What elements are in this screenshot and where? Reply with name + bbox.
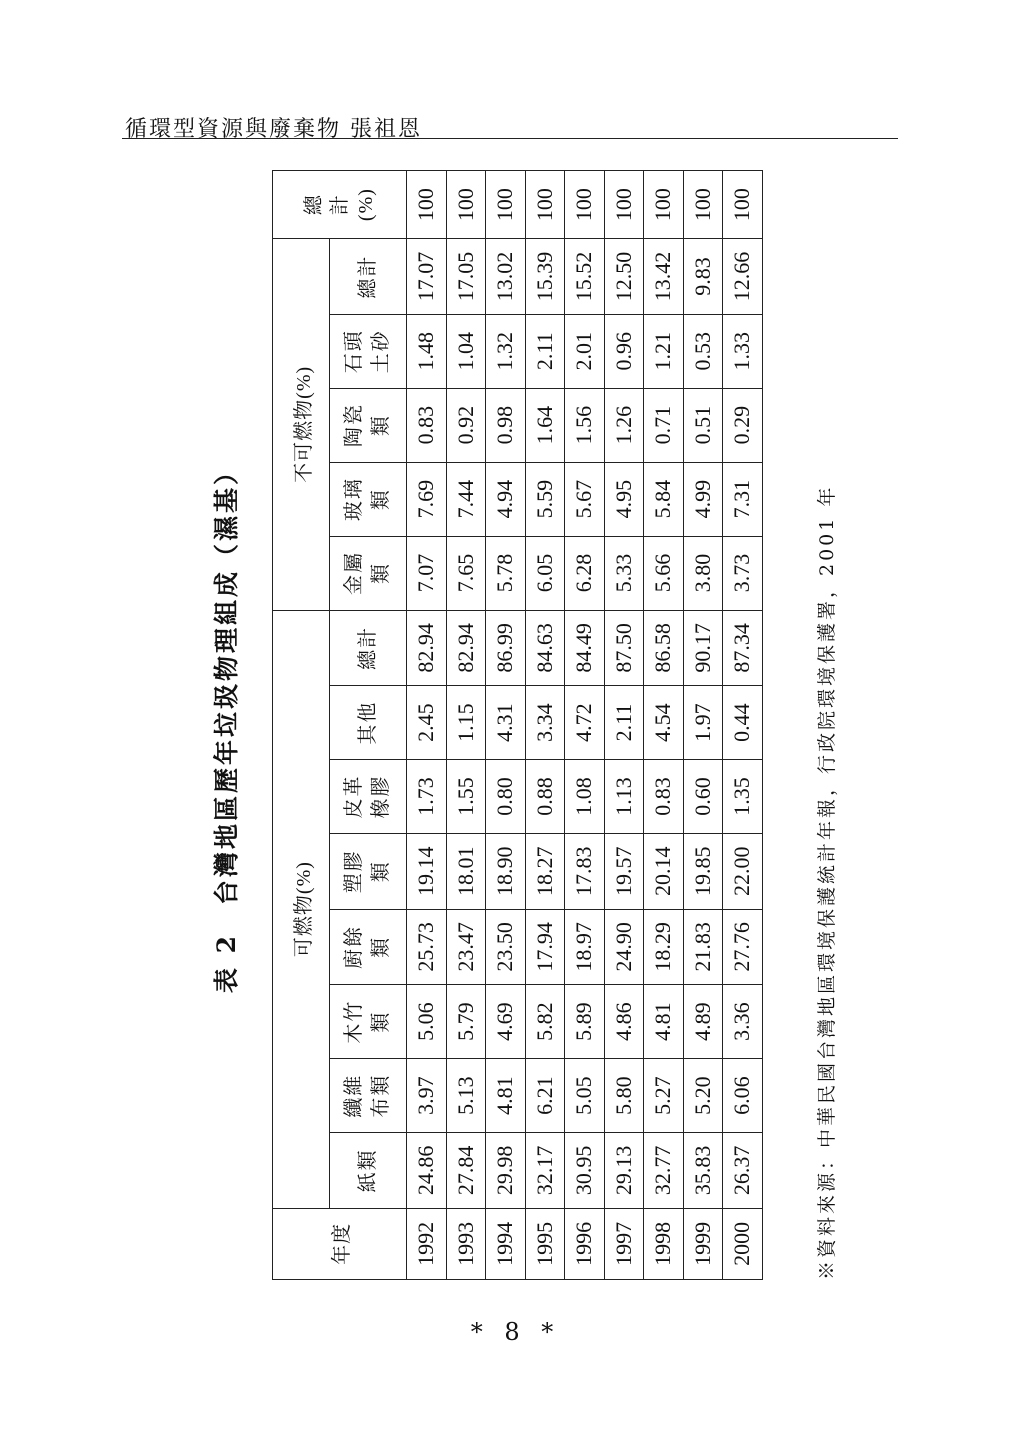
value-cell: 5.33 [604, 536, 644, 610]
combustible-column-header-line1: 塑膠 [343, 849, 365, 894]
value-cell: 3.36 [723, 985, 763, 1059]
value-cell: 20.14 [644, 833, 684, 909]
value-cell: 12.66 [723, 239, 763, 315]
value-cell: 100 [446, 171, 486, 239]
value-cell: 1.21 [644, 314, 684, 388]
value-cell: 7.65 [446, 536, 486, 610]
combustible-column-header-line1: 總計 [356, 625, 379, 670]
value-cell: 87.50 [604, 610, 644, 686]
value-cell: 5.84 [644, 462, 684, 536]
value-cell: 5.59 [525, 462, 565, 536]
table-row [683, 171, 723, 1280]
year-cell: 1993 [446, 1208, 486, 1279]
value-cell: 2.01 [565, 314, 605, 388]
year-cell: 1994 [486, 1208, 526, 1279]
value-cell: 5.82 [525, 985, 565, 1059]
combustible-column-header-line1: 廚餘 [343, 924, 365, 969]
noncombustible-column-header-line1: 玻璃 [343, 477, 365, 522]
value-cell: 6.28 [565, 536, 605, 610]
value-cell: 0.92 [446, 388, 486, 462]
value-cell: 1.26 [604, 388, 644, 462]
value-cell: 0.88 [525, 760, 565, 834]
value-cell: 6.06 [723, 1059, 763, 1133]
value-cell: 5.79 [446, 985, 486, 1059]
value-cell: 27.84 [446, 1133, 486, 1209]
value-cell: 7.44 [446, 462, 486, 536]
value-cell: 9.83 [683, 239, 723, 315]
combustible-column-header [330, 1059, 407, 1133]
value-cell: 2.45 [407, 686, 447, 760]
noncombustible-column-header [330, 462, 407, 536]
value-cell: 13.42 [644, 239, 684, 315]
noncombustible-column-header-line2: 類 [370, 562, 392, 585]
value-cell: 5.89 [565, 985, 605, 1059]
value-cell: 4.54 [644, 686, 684, 760]
value-cell: 15.39 [525, 239, 565, 315]
value-cell: 100 [723, 171, 763, 239]
value-cell: 100 [644, 171, 684, 239]
table-body [407, 171, 763, 1280]
column-header-row [330, 171, 407, 1280]
value-cell: 32.77 [644, 1133, 684, 1209]
table-row [604, 171, 644, 1280]
value-cell: 1.15 [446, 686, 486, 760]
noncombustible-column-header-line2: 土砂 [370, 329, 392, 374]
table-row [525, 171, 565, 1280]
combustible-column-header [330, 760, 407, 834]
value-cell: 4.69 [486, 985, 526, 1059]
value-cell: 1.13 [604, 760, 644, 834]
value-cell: 86.58 [644, 610, 684, 686]
combustible-column-header-line1: 纖維 [343, 1073, 365, 1118]
value-cell: 1.08 [565, 760, 605, 834]
value-cell: 100 [486, 171, 526, 239]
year-cell: 1997 [604, 1208, 644, 1279]
value-cell: 24.86 [407, 1133, 447, 1209]
source-note: ※資料來源：中華民國台灣地區環境保護統計年報，行政院環境保護署，2001 年 [816, 484, 838, 1280]
combustible-column-header-line2: 橡膠 [370, 774, 392, 819]
value-cell: 100 [565, 171, 605, 239]
value-cell: 17.05 [446, 239, 486, 315]
value-cell: 0.83 [644, 760, 684, 834]
value-cell: 26.37 [723, 1133, 763, 1209]
value-cell: 4.81 [644, 985, 684, 1059]
value-cell: 100 [683, 171, 723, 239]
combustible-column-header [330, 833, 407, 909]
grand-total-header-line2: 計 [328, 194, 351, 216]
value-cell: 35.83 [683, 1133, 723, 1209]
value-cell: 0.83 [407, 388, 447, 462]
combustible-column-header-line1: 其他 [356, 700, 379, 745]
value-cell: 19.85 [683, 833, 723, 909]
value-cell: 4.95 [604, 462, 644, 536]
value-cell: 27.76 [723, 909, 763, 985]
combustible-column-header [330, 1133, 407, 1209]
value-cell: 1.55 [446, 760, 486, 834]
value-cell: 18.97 [565, 909, 605, 985]
value-cell: 100 [525, 171, 565, 239]
value-cell: 3.34 [525, 686, 565, 760]
value-cell: 4.89 [683, 985, 723, 1059]
value-cell: 19.57 [604, 833, 644, 909]
table-row [723, 171, 763, 1280]
page-number: * 8 * [470, 1318, 554, 1346]
value-cell: 22.00 [723, 833, 763, 909]
combustible-column-header [330, 909, 407, 985]
value-cell: 4.94 [486, 462, 526, 536]
value-cell: 1.35 [723, 760, 763, 834]
noncombustible-header: 不可燃物(%) [273, 239, 330, 610]
combustible-column-header-line1: 皮革 [343, 774, 365, 819]
value-cell: 4.31 [486, 686, 526, 760]
value-cell: 0.98 [486, 388, 526, 462]
combustible-column-header [330, 610, 407, 686]
table-row [644, 171, 684, 1280]
value-cell: 0.53 [683, 314, 723, 388]
value-cell: 100 [407, 171, 447, 239]
value-cell: 15.52 [565, 239, 605, 315]
combustible-column-header-line2: 類 [370, 935, 392, 958]
value-cell: 87.34 [723, 610, 763, 686]
year-cell: 2000 [723, 1208, 763, 1279]
value-cell: 84.49 [565, 610, 605, 686]
table-title [202, 170, 252, 1280]
value-cell: 18.01 [446, 833, 486, 909]
value-cell: 1.32 [486, 314, 526, 388]
noncombustible-column-header-line2: 類 [370, 414, 392, 437]
value-cell: 18.90 [486, 833, 526, 909]
combustible-column-header-line2: 類 [370, 860, 392, 883]
year-cell: 1996 [565, 1208, 605, 1279]
value-cell: 18.29 [644, 909, 684, 985]
noncombustible-column-header [330, 388, 407, 462]
header-rule [122, 138, 898, 139]
year-cell: 1998 [644, 1208, 684, 1279]
running-head: 循環型資源與廢棄物 張祖恩 [125, 117, 422, 142]
value-cell: 3.80 [683, 536, 723, 610]
value-cell: 86.99 [486, 610, 526, 686]
value-cell: 0.44 [723, 686, 763, 760]
value-cell: 1.33 [723, 314, 763, 388]
noncombustible-column-header-line1: 金屬 [343, 551, 365, 596]
value-cell: 7.69 [407, 462, 447, 536]
value-cell: 0.60 [683, 760, 723, 834]
value-cell: 1.73 [407, 760, 447, 834]
value-cell: 23.50 [486, 909, 526, 985]
value-cell: 0.51 [683, 388, 723, 462]
value-cell: 18.27 [525, 833, 565, 909]
year-header: 年度 [273, 1208, 407, 1279]
value-cell: 5.20 [683, 1059, 723, 1133]
value-cell: 84.63 [525, 610, 565, 686]
value-cell: 2.11 [525, 314, 565, 388]
table-row [565, 171, 605, 1280]
value-cell: 30.95 [565, 1133, 605, 1209]
value-cell: 4.86 [604, 985, 644, 1059]
value-cell: 7.07 [407, 536, 447, 610]
table-title-text: 台灣地區歷年垃圾物理組成（濕基） [212, 456, 241, 905]
table-row [486, 171, 526, 1280]
value-cell: 0.80 [486, 760, 526, 834]
value-cell: 90.17 [683, 610, 723, 686]
noncombustible-column-header-line1: 石頭 [343, 329, 365, 374]
year-cell: 1992 [407, 1208, 447, 1279]
value-cell: 6.21 [525, 1059, 565, 1133]
value-cell: 1.56 [565, 388, 605, 462]
value-cell: 17.83 [565, 833, 605, 909]
value-cell: 5.06 [407, 985, 447, 1059]
year-cell: 1995 [525, 1208, 565, 1279]
value-cell: 4.81 [486, 1059, 526, 1133]
noncombustible-column-header-line1: 陶瓷 [343, 403, 365, 448]
value-cell: 82.94 [446, 610, 486, 686]
value-cell: 1.97 [683, 686, 723, 760]
value-cell: 4.72 [565, 686, 605, 760]
value-cell: 25.73 [407, 909, 447, 985]
grand-total-header [273, 171, 407, 239]
value-cell: 29.98 [486, 1133, 526, 1209]
noncombustible-column-header [330, 536, 407, 610]
value-cell: 3.97 [407, 1059, 447, 1133]
value-cell: 5.05 [565, 1059, 605, 1133]
combustible-header: 可燃物(%) [273, 610, 330, 1208]
table-row [407, 171, 447, 1280]
value-cell: 21.83 [683, 909, 723, 985]
value-cell: 1.64 [525, 388, 565, 462]
value-cell: 3.73 [723, 536, 763, 610]
value-cell: 12.50 [604, 239, 644, 315]
value-cell: 82.94 [407, 610, 447, 686]
value-cell: 7.31 [723, 462, 763, 536]
value-cell: 0.96 [604, 314, 644, 388]
combustible-column-header [330, 985, 407, 1059]
value-cell: 100 [604, 171, 644, 239]
combustible-column-header-line2: 布類 [370, 1073, 392, 1118]
value-cell: 0.29 [723, 388, 763, 462]
value-cell: 5.67 [565, 462, 605, 536]
value-cell: 5.80 [604, 1059, 644, 1133]
combustible-column-header-line1: 木竹 [343, 999, 365, 1044]
value-cell: 23.47 [446, 909, 486, 985]
value-cell: 1.04 [446, 314, 486, 388]
value-cell: 29.13 [604, 1133, 644, 1209]
year-cell: 1999 [683, 1208, 723, 1279]
noncombustible-column-header-line1: 總計 [356, 254, 379, 299]
value-cell: 17.94 [525, 909, 565, 985]
combustible-column-header-line2: 類 [370, 1010, 392, 1033]
value-cell: 0.71 [644, 388, 684, 462]
value-cell: 32.17 [525, 1133, 565, 1209]
value-cell: 4.99 [683, 462, 723, 536]
value-cell: 5.13 [446, 1059, 486, 1133]
value-cell: 5.66 [644, 536, 684, 610]
grand-total-header-line3: (%) [354, 188, 377, 222]
garbage-composition-table [272, 170, 763, 1280]
noncombustible-column-header [330, 314, 407, 388]
value-cell: 24.90 [604, 909, 644, 985]
rotated-table-block [200, 170, 838, 1280]
table-row [446, 171, 486, 1280]
value-cell: 6.05 [525, 536, 565, 610]
noncombustible-column-header [330, 239, 407, 315]
noncombustible-column-header-line2: 類 [370, 488, 392, 511]
value-cell: 19.14 [407, 833, 447, 909]
value-cell: 17.07 [407, 239, 447, 315]
value-cell: 5.27 [644, 1059, 684, 1133]
table-number: 表 2 [212, 932, 241, 994]
value-cell: 1.48 [407, 314, 447, 388]
value-cell: 13.02 [486, 239, 526, 315]
combustible-column-header [330, 686, 407, 760]
combustible-column-header-line1: 紙類 [356, 1148, 379, 1193]
value-cell: 5.78 [486, 536, 526, 610]
grand-total-header-line1: 總 [302, 194, 325, 216]
value-cell: 2.11 [604, 686, 644, 760]
